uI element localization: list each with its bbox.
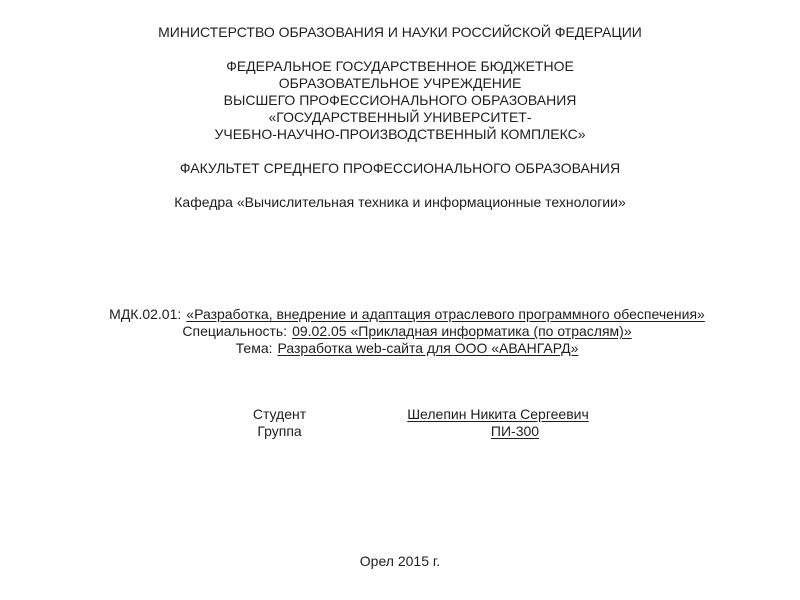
institution-line-4: «ГОСУДАРСТВЕННЫЙ УНИВЕРСИТЕТ- xyxy=(268,109,532,125)
theme-label: Тема: xyxy=(235,340,273,356)
institution-line-1: ФЕДЕРАЛЬНОЕ ГОСУДАРСТВЕННОЕ БЮДЖЕТНОЕ xyxy=(226,58,574,74)
institution-line-5: УЧЕБНО-НАУЧНО-ПРОИЗВОДСТВЕННЫЙ КОМПЛЕКС» xyxy=(214,126,586,142)
group-row xyxy=(0,423,800,440)
specialty-line xyxy=(14,323,800,340)
ministry-line: МИНИСТЕРСТВО ОБРАЗОВАНИЯ И НАУКИ РОССИЙСКОЙ ФЕДЕРАЦИИ xyxy=(158,24,642,40)
department-line: Кафедра «Вычислительная техника и информационные технологии» xyxy=(174,194,626,210)
theme-value: Разработка web-сайта для ООО «АВАНГАРД» xyxy=(277,340,579,356)
spacer xyxy=(0,41,800,58)
mdk-line xyxy=(14,306,800,323)
spacer xyxy=(0,177,800,194)
group-value: ПИ-300 xyxy=(490,423,540,439)
theme-line xyxy=(14,340,800,357)
student-row xyxy=(0,406,800,423)
mdk-value: «Разработка, внедрение и адаптация отраслевого программного обеспечения» xyxy=(186,306,705,322)
spacer xyxy=(0,143,800,160)
mdk-label: МДК.02.01: xyxy=(109,306,182,322)
institution-line-3: ВЫСШЕГО ПРОФЕССИОНАЛЬНОГО ОБРАЗОВАНИЯ xyxy=(223,92,577,108)
student-label: Студент xyxy=(252,406,307,422)
student-name: Шелепин Никита Сергеевич xyxy=(407,406,589,422)
specialty-value: 09.02.05 «Прикладная информатика (по отраслям)» xyxy=(292,323,632,339)
group-label: Группа xyxy=(257,423,302,439)
header-block xyxy=(0,24,800,211)
student-info-block xyxy=(0,406,800,440)
footer-city-year: Орел 2015 г. xyxy=(359,553,441,569)
institution-line-2: ОБРАЗОВАТЕЛЬНОЕ УЧРЕЖДЕНИЕ xyxy=(278,75,522,91)
specialty-label: Специальность: xyxy=(182,323,288,339)
faculty-line: ФАКУЛЬТЕТ СРЕДНЕГО ПРОФЕССИОНАЛЬНОГО ОБРАЗОВАНИЯ xyxy=(179,160,621,176)
course-info-block xyxy=(0,306,800,357)
